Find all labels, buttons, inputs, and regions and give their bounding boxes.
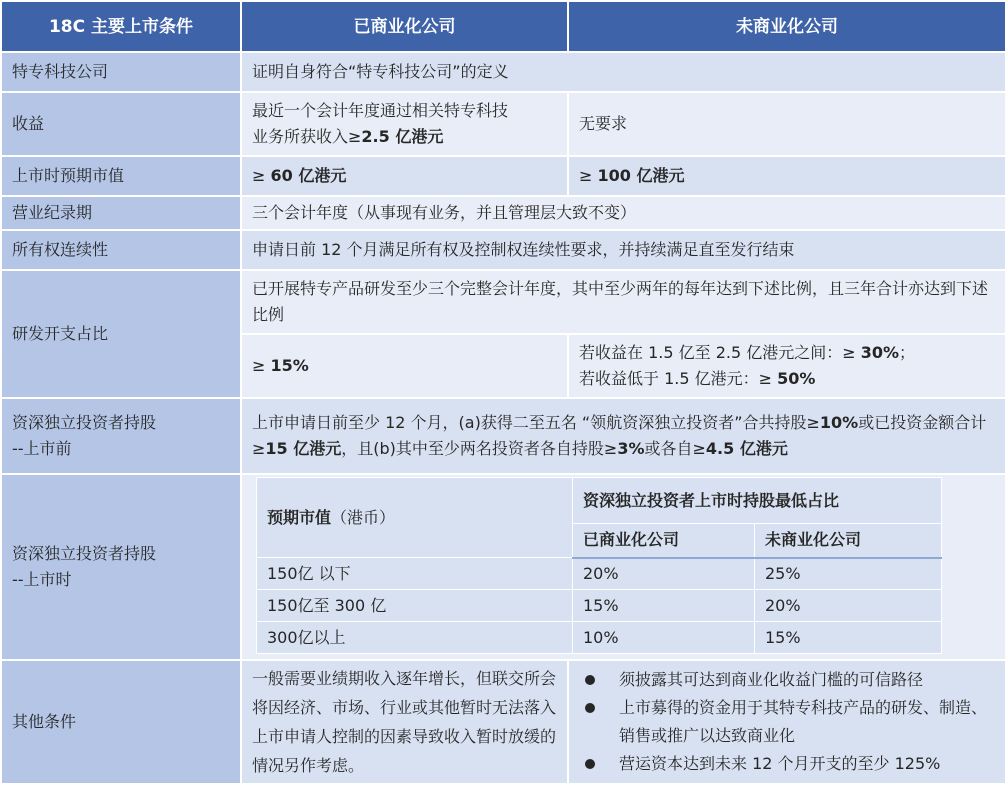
label-special-tech: 特专科技公司 xyxy=(1,52,241,92)
inner-row xyxy=(257,558,942,590)
inner-header-group: 资深独立投资者上市时持股最低占比 xyxy=(573,478,942,524)
rnd-p-line1-text: 若收益在 1.5 亿至 2.5 亿港元之间：≥ xyxy=(579,343,861,362)
value-track-record: 三个会计年度（从事现有业务，并且管理层大致不变） xyxy=(241,196,1005,230)
header-precommercial: 未商业化公司 xyxy=(568,1,1005,52)
pre-listing-t3: ，且(b)其中至少两名投资者各自持股≥ xyxy=(341,439,618,458)
inner-sub-precommercial: 未商业化公司 xyxy=(755,524,942,558)
market-cap-p-prefix: ≥ xyxy=(579,166,598,185)
rnd-c-prefix: ≥ xyxy=(252,356,271,375)
bullet-text: 上市募得的资金用于其特专科技产品的研发、制造、销售或推广以达致商业化 xyxy=(619,698,988,745)
inner-sub-commercial: 已商业化公司 xyxy=(573,524,755,558)
label-market-cap: 上市时预期市值 xyxy=(1,156,241,196)
inner-cell-range: 150亿 以下 xyxy=(257,558,573,590)
label-track-record: 营业纪录期 xyxy=(1,196,241,230)
row-track-record xyxy=(1,196,1005,230)
other-bullet-list xyxy=(579,666,995,778)
header-conditions: 18C 主要上市条件 xyxy=(1,1,241,52)
market-cap-p-amount: 100 亿港元 xyxy=(597,166,685,185)
bullet-icon xyxy=(585,675,595,685)
rnd-p-line2-ratio: 50% xyxy=(777,369,816,388)
rnd-p-line2-text: 若收益低于 1.5 亿港元：≥ xyxy=(579,369,778,388)
pre-listing-b2: 15 亿港元 xyxy=(265,439,342,458)
market-cap-c-amount: 60 亿港元 xyxy=(270,166,347,185)
pre-listing-b4: 4.5 亿港元 xyxy=(705,439,788,458)
label-at-listing xyxy=(1,474,241,660)
at-listing-label-2: --上市时 xyxy=(12,570,72,589)
row-other xyxy=(1,660,1005,784)
value-special-tech: 证明自身符合“特专科技公司”的定义 xyxy=(241,52,1005,92)
rnd-p-line1-ratio: 30% xyxy=(860,343,900,362)
label-rnd: 研发开支占比 xyxy=(1,270,241,398)
row-ownership xyxy=(1,230,1005,270)
inner-row xyxy=(257,590,942,622)
value-rnd-precommercial xyxy=(568,334,1005,398)
inner-row xyxy=(257,622,942,654)
market-cap-c-prefix: ≥ xyxy=(252,166,271,185)
header-commercial: 已商业化公司 xyxy=(241,1,568,52)
inner-cell-range: 300亿以上 xyxy=(257,622,573,654)
pre-listing-b3: 3% xyxy=(617,439,645,458)
value-rnd-commercial xyxy=(241,334,568,398)
rnd-c-ratio: 15% xyxy=(270,356,309,375)
value-rnd-desc: 已开展特专产品研发至少三个完整会计年度，其中至少两年的每年达到下述比例，且三年合计亦达到下述比例 xyxy=(241,270,1005,334)
bullet-text: 须披露其可达到商业化收益门槛的可信路径 xyxy=(619,670,924,689)
bullet-text: 营运资本达到未来 12 个月开支的至少 125% xyxy=(619,754,941,773)
pre-listing-t1: 上市申请日前至少 12 个月，(a)获得二至五名 “领航资深独立投资者”合共持股≥ xyxy=(252,413,820,432)
label-other: 其他条件 xyxy=(1,660,241,784)
value-ownership: 申请日前 12 个月满足所有权及控制权连续性要求，并持续满足直至发行结束 xyxy=(241,230,1005,270)
value-market-cap-precommercial xyxy=(568,156,1005,196)
list-item xyxy=(579,694,995,750)
inner-cell-commercial: 15% xyxy=(573,590,755,622)
label-pre-listing xyxy=(1,398,241,474)
pre-listing-t2: 或已投资金额合计≥ xyxy=(252,413,987,458)
revenue-line1: 最近一个会计年度通过相关特专科技 xyxy=(252,101,509,120)
row-at-listing xyxy=(1,474,1005,660)
inner-header-cap-bold: 预期市值 xyxy=(267,507,332,527)
pre-listing-b1: 10% xyxy=(819,413,859,432)
pre-listing-label-2: --上市前 xyxy=(12,439,72,458)
header-row xyxy=(1,1,1005,52)
pre-listing-t4: 或各自≥ xyxy=(644,439,706,458)
inner-header-row-1 xyxy=(257,478,942,524)
revenue-amount: 2.5 亿港元 xyxy=(361,127,444,146)
inner-cell-commercial: 20% xyxy=(573,558,755,590)
pre-listing-label-1: 资深独立投资者持股 xyxy=(12,413,157,432)
row-pre-listing xyxy=(1,398,1005,474)
revenue-line2 xyxy=(252,124,557,150)
revenue-prefix: 业务所获收入≥ xyxy=(252,127,362,146)
at-listing-table xyxy=(256,477,942,654)
row-revenue xyxy=(1,92,1005,156)
at-listing-label-1: 资深独立投资者持股 xyxy=(12,544,157,563)
rnd-p-line1 xyxy=(579,340,995,366)
bullet-icon xyxy=(585,759,595,769)
row-special-tech xyxy=(1,52,1005,92)
inner-header-cap xyxy=(257,478,573,558)
inner-cell-precommercial: 15% xyxy=(755,622,942,654)
inner-cell-precommercial: 25% xyxy=(755,558,942,590)
inner-cell-precommercial: 20% xyxy=(755,590,942,622)
list-item xyxy=(579,750,995,778)
value-other-commercial: 一般需要业绩期收入逐年增长，但联交所会将因经济、市场、行业或其他暂时无法落入上市申请人控制的因素导致收入暂时放缓的情况另作考虑。 xyxy=(241,660,568,784)
value-revenue-precommercial: 无要求 xyxy=(568,92,1005,156)
inner-cell-range: 150亿至 300 亿 xyxy=(257,590,573,622)
rnd-p-line1-suffix: ； xyxy=(899,343,916,362)
rnd-p-line2 xyxy=(579,366,995,392)
row-rnd-desc xyxy=(1,270,1005,334)
value-revenue-commercial xyxy=(241,92,568,156)
list-item xyxy=(579,666,995,694)
value-market-cap-commercial xyxy=(241,156,568,196)
label-revenue: 收益 xyxy=(1,92,241,156)
label-ownership: 所有权连续性 xyxy=(1,230,241,270)
inner-header-cap-unit: （港币） xyxy=(331,507,396,527)
inner-cell-commercial: 10% xyxy=(573,622,755,654)
value-at-listing xyxy=(241,474,1005,660)
value-other-precommercial xyxy=(568,660,1005,784)
row-market-cap xyxy=(1,156,1005,196)
bullet-icon xyxy=(585,703,595,713)
value-pre-listing xyxy=(241,398,1005,474)
